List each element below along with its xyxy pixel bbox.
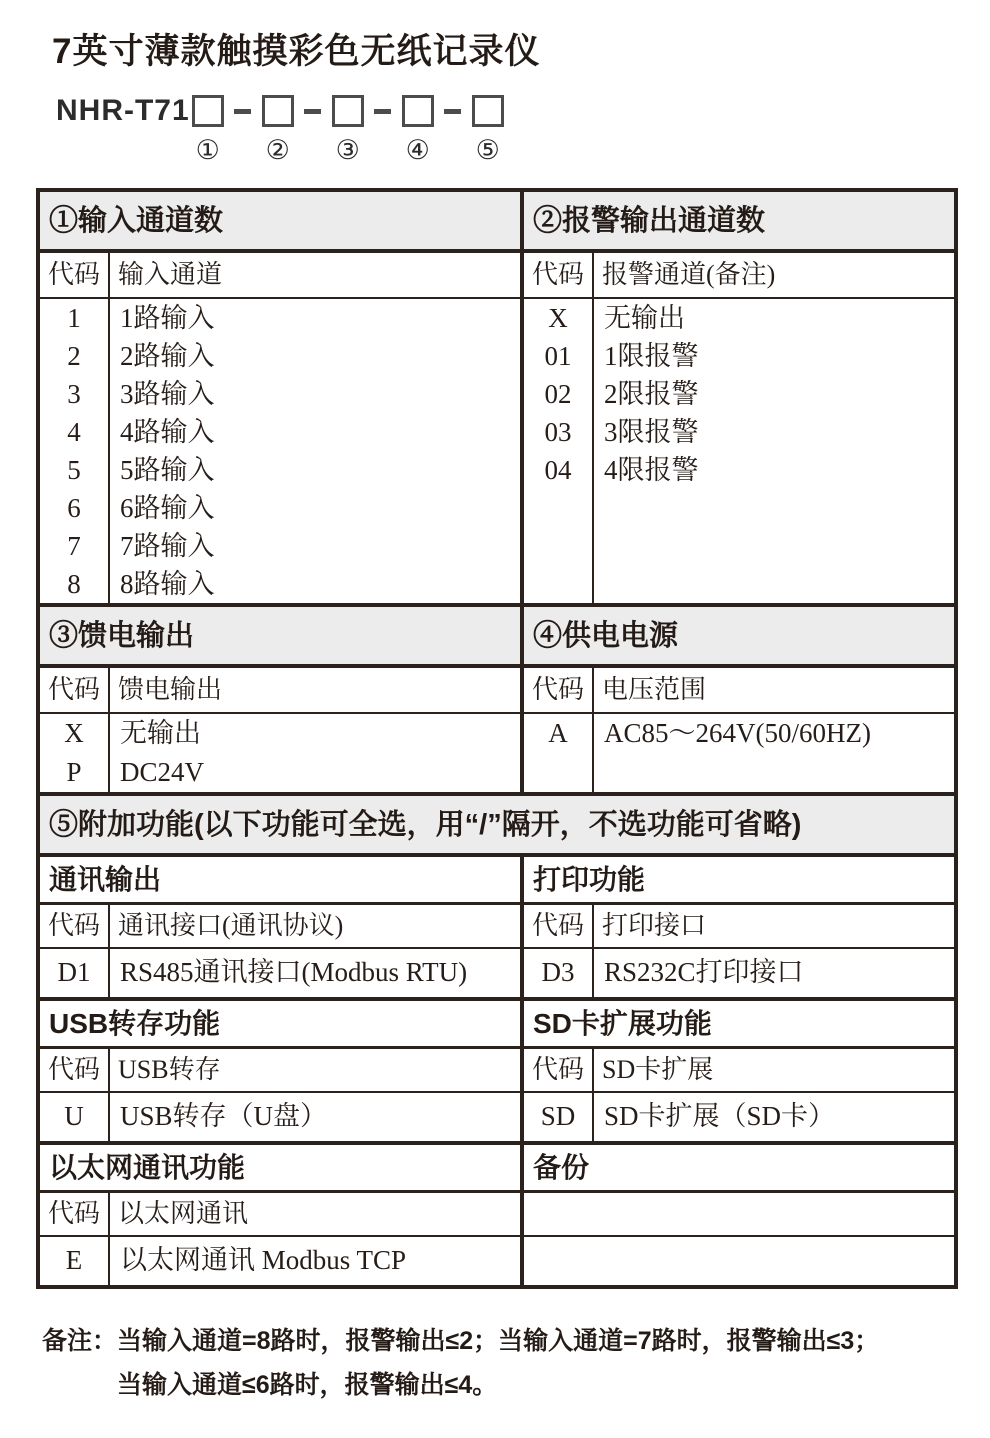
table-cell: 4路输入 (120, 417, 215, 447)
feed-code-column (40, 714, 110, 792)
power-column-header (524, 668, 954, 714)
table-cell: 3路输入 (120, 379, 215, 409)
table-cell: AC85～264V(50/60HZ) (604, 718, 871, 748)
section-input-title: ①输入通道数 (40, 192, 520, 253)
table-cell: 03 (544, 417, 572, 447)
power-code-column (524, 714, 594, 792)
print-column-header (524, 905, 954, 949)
sd-column-header (524, 1049, 954, 1093)
print-code-column (524, 949, 594, 997)
table-cell: 3限报警 (604, 417, 699, 447)
table-cell: SD卡扩展（SD卡） (604, 1101, 836, 1131)
ordering-guide-page (0, 24, 990, 1407)
backup-empty-row (524, 1193, 954, 1237)
table-cell: 以太网通讯 Modbus TCP (120, 1245, 407, 1275)
section-sd-card (524, 1001, 954, 1141)
table-cell: E (65, 1245, 83, 1275)
section-alarm-title: ②报警输出通道数 (524, 192, 954, 253)
band-usb-sd (40, 997, 954, 1141)
sd-title: SD卡扩展功能 (524, 1001, 954, 1049)
section-input-channels (40, 192, 524, 603)
model-dash-2 (294, 92, 332, 114)
col-code-label: 代码 (524, 253, 594, 297)
note-label: 备注： (42, 1327, 118, 1355)
comm-desc-column (110, 949, 520, 997)
backup-empty-row (524, 1237, 954, 1285)
section-alarm-channels (524, 192, 954, 603)
section-comm-output (40, 857, 524, 997)
band-ethernet-backup (40, 1141, 954, 1285)
table-cell: RS232C打印接口 (604, 957, 804, 987)
note-line-2: 当输入通道≤6路时，报警输出≤4。 (117, 1371, 498, 1399)
ethernet-rows (40, 1237, 520, 1285)
table-cell: 02 (544, 379, 572, 409)
band-extra-header (40, 792, 954, 853)
model-box-5 (472, 95, 504, 127)
table-cell: 2限报警 (604, 379, 699, 409)
feed-desc-column (110, 714, 520, 792)
note-line-1: 当输入通道=8路时，报警输出≤2；当输入通道=7路时，报警输出≤3； (117, 1327, 880, 1355)
table-cell: 04 (544, 455, 572, 485)
section-power-supply (524, 607, 954, 792)
table-cell: 5 (67, 455, 81, 485)
usb-rows (40, 1093, 520, 1141)
model-code-diagram (56, 92, 958, 166)
table-cell: 2路输入 (120, 341, 215, 371)
model-dash-4 (434, 92, 472, 114)
input-desc-column (110, 299, 520, 603)
col-desc-label: 馈电输出 (118, 675, 223, 704)
print-title: 打印功能 (524, 857, 954, 905)
table-cell: 6 (67, 493, 81, 523)
input-code-column (40, 299, 110, 603)
col-code-label: 代码 (40, 1193, 110, 1235)
feed-rows (40, 714, 520, 792)
table-cell: D1 (57, 957, 91, 987)
table-cell: 5路输入 (120, 455, 215, 485)
section-backup (524, 1145, 954, 1285)
section-ethernet (40, 1145, 524, 1285)
model-slot-2 (262, 92, 294, 166)
comm-code-column (40, 949, 110, 997)
comm-title: 通讯输出 (40, 857, 520, 905)
table-cell: RS485通讯接口(Modbus RTU) (120, 957, 468, 987)
table-cell: 2 (67, 341, 81, 371)
table-cell: 3 (67, 379, 81, 409)
power-desc-column (594, 714, 954, 792)
col-desc-label: 输入通道 (118, 260, 223, 289)
usb-code-column (40, 1093, 110, 1141)
col-desc-label: 电压范围 (602, 675, 707, 704)
model-box-2 (262, 95, 294, 127)
model-dash-1 (224, 92, 262, 114)
usb-desc-column (110, 1093, 520, 1141)
ethernet-desc-column (110, 1237, 520, 1285)
col-desc-label: 打印接口 (602, 911, 707, 940)
model-slot-label-3: ③ (335, 135, 360, 165)
power-rows (524, 714, 954, 792)
col-desc-label: USB转存 (118, 1055, 221, 1084)
col-code-label: 代码 (40, 905, 110, 947)
col-code-label: 代码 (40, 253, 110, 297)
alarm-code-column (524, 299, 594, 603)
table-cell: 1限报警 (604, 341, 699, 371)
table-cell: 8路输入 (120, 569, 215, 599)
feed-column-header (40, 668, 520, 714)
alarm-rows (524, 299, 954, 603)
ethernet-code-column (40, 1237, 110, 1285)
model-slot-3 (332, 92, 364, 166)
table-cell: 1路输入 (120, 303, 215, 333)
note-lines (117, 1319, 879, 1407)
table-cell: 4 (67, 417, 81, 447)
band-feed-power (40, 603, 954, 792)
col-desc-label: 以太网通讯 (118, 1199, 249, 1228)
print-rows (524, 949, 954, 997)
col-desc-label: 报警通道(备注) (602, 260, 776, 289)
input-rows (40, 299, 520, 603)
comm-rows (40, 949, 520, 997)
table-cell: P (66, 757, 82, 787)
model-slot-1 (192, 92, 224, 166)
section-feed-output (40, 607, 524, 792)
sd-rows (524, 1093, 954, 1141)
table-cell: SD (540, 1101, 576, 1131)
model-prefix: NHR-T71 (56, 94, 190, 127)
section-extra-title: ⑤附加功能(以下功能可全选，用“/”隔开，不选功能可省略) (40, 796, 954, 853)
col-code-label: 代码 (524, 668, 594, 712)
table-cell: U (64, 1101, 84, 1131)
col-code-label: 代码 (40, 1049, 110, 1091)
table-cell: 4限报警 (604, 455, 699, 485)
backup-title: 备份 (524, 1145, 954, 1193)
section-feed-title: ③馈电输出 (40, 607, 520, 668)
table-cell: 01 (544, 341, 572, 371)
usb-column-header (40, 1049, 520, 1093)
model-slot-label-5: ⑤ (475, 135, 500, 165)
section-power-title: ④供电电源 (524, 607, 954, 668)
section-usb-transfer (40, 1001, 524, 1141)
model-slot-4 (402, 92, 434, 166)
table-cell: USB转存（U盘） (120, 1101, 328, 1131)
col-desc-label: 通讯接口(通讯协议) (118, 911, 344, 940)
table-cell: 7路输入 (120, 531, 215, 561)
print-desc-column (594, 949, 954, 997)
table-cell: DC24V (120, 757, 205, 787)
ethernet-column-header (40, 1193, 520, 1237)
input-column-header (40, 253, 520, 299)
table-cell: A (548, 718, 568, 748)
table-cell: 1 (67, 303, 81, 333)
table-cell: 8 (67, 569, 81, 599)
model-slot-label-2: ② (265, 135, 290, 165)
col-code-label: 代码 (524, 905, 594, 947)
ethernet-title: 以太网通讯功能 (40, 1145, 520, 1193)
col-code-label: 代码 (40, 668, 110, 712)
band-comm-print (40, 853, 954, 997)
page-title: 7英寸薄款触摸彩色无纸记录仪 (52, 32, 541, 71)
model-box-3 (332, 95, 364, 127)
model-box-1 (192, 95, 224, 127)
sd-code-column (524, 1093, 594, 1141)
model-slot-label-4: ④ (405, 135, 430, 165)
table-cell: D3 (541, 957, 575, 987)
usb-title: USB转存功能 (40, 1001, 520, 1049)
band-input-alarm (40, 192, 954, 603)
col-code-label: 代码 (524, 1049, 594, 1091)
table-cell: 无输出 (120, 718, 201, 748)
table-cell: 7 (67, 531, 81, 561)
sd-desc-column (594, 1093, 954, 1141)
col-desc-label: SD卡扩展 (602, 1055, 714, 1084)
alarm-desc-column (594, 299, 954, 603)
model-slot-label-1: ① (195, 135, 220, 165)
model-box-4 (402, 95, 434, 127)
alarm-column-header (524, 253, 954, 299)
table-cell: 6路输入 (120, 493, 215, 523)
ordering-spec-table (36, 188, 958, 1289)
model-dash-3 (364, 92, 402, 114)
comm-column-header (40, 905, 520, 949)
footer-note (42, 1319, 958, 1407)
table-cell: X (64, 718, 84, 748)
model-slot-5 (472, 92, 504, 166)
table-cell: 无输出 (604, 303, 685, 333)
section-print-function (524, 857, 954, 997)
table-cell: X (548, 303, 568, 333)
